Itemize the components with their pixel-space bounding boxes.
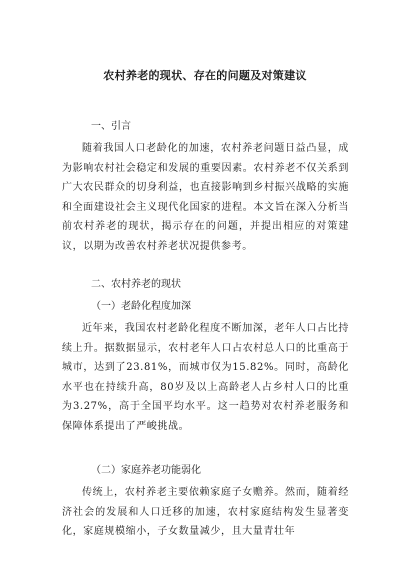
section-heading-current-status: 二、农村养老的现状 <box>91 279 181 290</box>
document-title: 农村养老的现状、存在的问题及对策建议 <box>103 69 307 82</box>
paragraph-family-care: 传统上，农村养老主要依赖家庭子女赡养。然而，随着经济社会的发展和人口迁移的加速，农村家庭结构发生显著变化，家庭规模缩小，子女数量减少，且大量青壮年 <box>62 487 349 538</box>
paragraph-introduction: 随着我国人口老龄化的加速，农村养老问题日益凸显，成为影响农村社会稳定和发展的重要因素。农村养老不仅关系到广大农民群众的切身利益，也直接影响到乡村振兴战略的实施和全面建设社会主义现代化国家的进程。本文旨在深入分析当前农村养老的现状，揭示存在的问题，并提出相应的对策建议，以期为改善农村养老状况提供参考。 <box>62 143 349 252</box>
section-heading-introduction: 一、引言 <box>91 121 131 132</box>
subsection-heading-family-care: （二）家庭养老功能弱化 <box>91 465 201 476</box>
paragraph-aging: 近年来，我国农村老龄化程度不断加深，老年人口占比持续上升。据数据显示，农村老年人口占农村总人口的比重高于城市，达到了23.81%，而城市仅为15.82%。同时，高龄化水平也在持续升高，80岁及以上高龄老人占乡村人口的比重为3.27%，高于全国平均水平。这一趋势对农村养老服务和保障体系提出了严峻挑战。 <box>62 323 349 432</box>
subsection-heading-aging: （一）老龄化程度加深 <box>91 301 191 312</box>
